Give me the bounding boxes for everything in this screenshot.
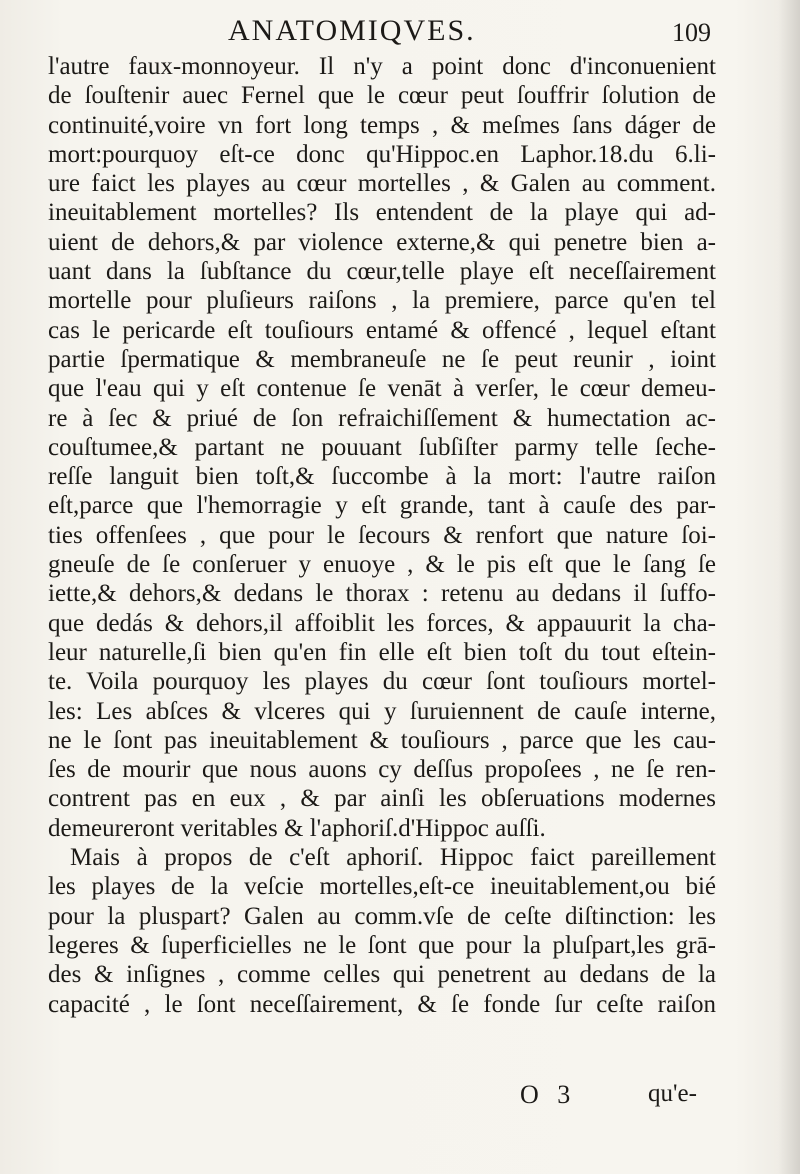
text-line: ſes de mourir que nous auons cy deſſus propoſees , ne ſe ren- xyxy=(48,756,716,784)
text-line: reſſe languit bien toſt,& ſuccombe à la mort: l'autre raiſon xyxy=(48,463,716,491)
page-number: 109 xyxy=(672,18,711,47)
page-header xyxy=(0,14,800,54)
signature-mark: O 3 xyxy=(520,1080,577,1109)
text-line: eſt,parce que l'hemorragie y eſt grande, tant à cauſe des par- xyxy=(48,492,716,520)
text-line: partie ſpermatique & membraneuſe ne ſe peut reunir , ioint xyxy=(48,345,716,373)
text-line: de ſouſtenir auec Fernel que le cœur peut ſouffrir ſolution de xyxy=(48,82,716,110)
page-edge-shadow xyxy=(778,0,800,1174)
text-line: gneuſe de ſe conſeruer y enuoye , & le pis eſt que le ſang ſe xyxy=(48,551,716,579)
text-line: contrent pas en eux , & par ainſi les obſeruations modernes xyxy=(48,785,716,813)
text-line: les: Les abſces & vlceres qui y ſuruiennent de cauſe interne, xyxy=(48,697,716,725)
catchword: qu'e- xyxy=(648,1080,697,1107)
text-line: couſtumee,& partant ne pouuant ſubſiſter parmy telle ſeche- xyxy=(48,433,716,461)
text-line: uient de dehors,& par violence externe,& qui penetre bien a- xyxy=(48,228,716,256)
page-footer xyxy=(0,1080,800,1120)
text-line: uant dans la ſubſtance du cœur,telle playe eſt neceſſairement xyxy=(48,258,716,286)
text-line: ties offenſees , que pour le ſecours & renfort que nature ſoi- xyxy=(48,521,716,549)
text-line: ineuitablement mortelles? Ils entendent de la playe qui ad- xyxy=(48,199,716,227)
paragraph-last-line: demeureront veritables & l'aphoriſ.d'Hippoc auſſi. xyxy=(48,814,546,842)
text-line: iette,& dehors,& dedans le thorax : retenu au dedans il ſuffo- xyxy=(48,580,716,608)
text-line: continuité,voire vn fort long temps , & meſmes ſans dáger de xyxy=(48,111,716,139)
text-line: que dedás & dehors,il affoiblit les forces, & appauurit la cha- xyxy=(48,609,716,637)
text-line: te. Voila pourquoy les playes du cœur ſont touſiours mortel- xyxy=(48,668,716,696)
paragraph-first-line: Mais à propos de c'eſt aphoriſ. Hippoc faict pareillement xyxy=(70,844,716,872)
text-line: ure faict les playes au cœur mortelles , & Galen au comment. xyxy=(48,170,716,198)
text-line: legeres & ſuperficielles ne le ſont que pour la pluſpart,les grā- xyxy=(48,931,716,959)
text-line: mortelle pour pluſieurs raiſons , la premiere, parce qu'en tel xyxy=(48,287,716,315)
body-text xyxy=(48,52,716,1019)
text-line: cas le pericarde eſt touſiours entamé & offencé , lequel eſtant xyxy=(48,316,716,344)
text-line: des & inſignes , comme celles qui penetrent au dedans de la xyxy=(48,961,716,989)
text-line: l'autre faux-monnoyeur. Il n'y a point donc d'inconuenient xyxy=(48,53,716,80)
text-line: capacité , le ſont neceſſairement, & ſe fonde ſur ceſte raiſon xyxy=(48,990,716,1018)
text-line: mort:pourquoy eſt-ce donc qu'Hippoc.en Laphor.18.du 6.li- xyxy=(48,140,716,168)
text-line: re à ſec & priué de ſon refraichiſſement & humectation ac- xyxy=(48,404,716,432)
text-line: ne le ſont pas ineuitablement & touſiours , parce que les cau- xyxy=(48,726,716,754)
text-line: que l'eau qui y eſt contenue ſe venāt à verſer, le cœur demeu- xyxy=(48,375,716,403)
text-line: les playes de la veſcie mortelles,eſt-ce ineuitablement,ou bié xyxy=(48,873,716,901)
running-head: ANATOMIQVES. xyxy=(228,14,476,47)
text-line: pour la pluspart? Galen au comm.vſe de ceſte diſtinction: les xyxy=(48,902,716,930)
text-line: leur naturelle,ſi bien qu'en fin elle eſt bien toſt du tout eſtein- xyxy=(48,638,716,666)
